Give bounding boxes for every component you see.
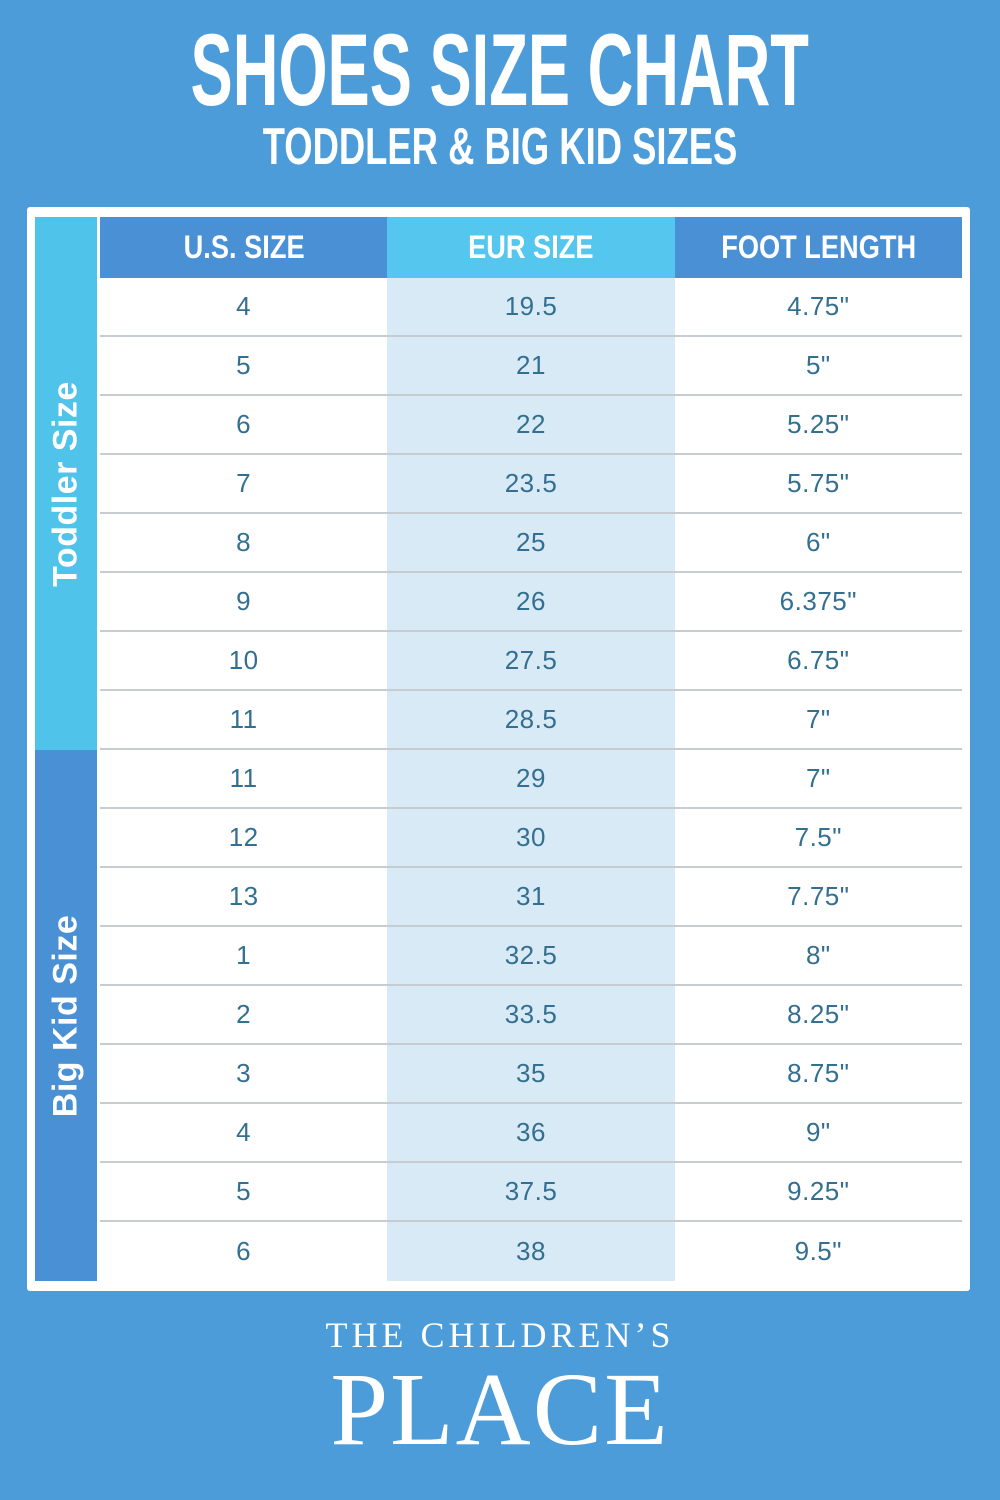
toddler-section-label: Toddler Size — [46, 380, 85, 587]
cell-us: 2 — [100, 986, 387, 1043]
cell-us: 1 — [100, 927, 387, 984]
table-row — [100, 455, 962, 514]
cell-foot: 7" — [675, 691, 962, 748]
cell-eur: 35 — [387, 1045, 674, 1102]
cell-foot: 9" — [675, 1104, 962, 1161]
cell-eur: 25 — [387, 514, 674, 571]
cell-eur: 29 — [387, 750, 674, 807]
section-label-column — [35, 217, 97, 1281]
cell-eur: 19.5 — [387, 278, 674, 335]
cell-foot: 6.75" — [675, 632, 962, 689]
title-block — [0, 0, 1000, 176]
table-row — [100, 1163, 962, 1222]
cell-eur: 26 — [387, 573, 674, 630]
cell-us: 6 — [100, 1222, 387, 1281]
cell-us: 11 — [100, 750, 387, 807]
cell-us: 13 — [100, 868, 387, 925]
brand-logo-top-line: THE CHILDREN’S — [325, 1315, 675, 1355]
column-header-us-size-text: U.S. SIZE — [183, 229, 305, 265]
cell-eur: 38 — [387, 1222, 674, 1281]
table-row — [100, 750, 962, 809]
page-title — [0, 13, 1000, 127]
brand-logo — [0, 1315, 1000, 1467]
cell-eur: 32.5 — [387, 927, 674, 984]
cell-eur: 27.5 — [387, 632, 674, 689]
cell-us: 4 — [100, 278, 387, 335]
cell-foot: 6" — [675, 514, 962, 571]
cell-eur: 31 — [387, 868, 674, 925]
table-row — [100, 573, 962, 632]
cell-foot: 6.375" — [675, 573, 962, 630]
table-row — [100, 632, 962, 691]
cell-eur: 37.5 — [387, 1163, 674, 1220]
cell-us: 3 — [100, 1045, 387, 1102]
cell-foot: 9.25" — [675, 1163, 962, 1220]
cell-foot: 8.25" — [675, 986, 962, 1043]
cell-foot: 5" — [675, 337, 962, 394]
table-row — [100, 927, 962, 986]
cell-foot: 8.75" — [675, 1045, 962, 1102]
cell-us: 5 — [100, 1163, 387, 1220]
page-subtitle-text: TODDLER & BIG KID SIZES — [262, 118, 738, 176]
table-row — [100, 1045, 962, 1104]
size-grid — [100, 217, 962, 1281]
column-header-foot-length-text: FOOT LENGTH — [720, 229, 916, 265]
cell-eur: 30 — [387, 809, 674, 866]
cell-foot: 9.5" — [675, 1222, 962, 1281]
cell-eur: 28.5 — [387, 691, 674, 748]
toddler-section-strip — [35, 217, 97, 750]
big-kid-section-strip — [35, 750, 97, 1281]
table-row — [100, 809, 962, 868]
cell-eur: 22 — [387, 396, 674, 453]
size-table — [27, 207, 970, 1291]
cell-us: 9 — [100, 573, 387, 630]
cell-foot: 7" — [675, 750, 962, 807]
cell-foot: 5.25" — [675, 396, 962, 453]
table-header-row — [100, 217, 962, 278]
table-row — [100, 278, 962, 337]
cell-eur: 23.5 — [387, 455, 674, 512]
table-row — [100, 986, 962, 1045]
table-row — [100, 396, 962, 455]
cell-eur: 36 — [387, 1104, 674, 1161]
cell-us: 12 — [100, 809, 387, 866]
cell-foot: 8" — [675, 927, 962, 984]
cell-eur: 33.5 — [387, 986, 674, 1043]
column-header-eur-size-text: EUR SIZE — [468, 229, 594, 265]
cell-foot: 7.75" — [675, 868, 962, 925]
cell-us: 7 — [100, 455, 387, 512]
cell-us: 6 — [100, 396, 387, 453]
cell-us: 4 — [100, 1104, 387, 1161]
cell-us: 5 — [100, 337, 387, 394]
table-rows — [100, 278, 962, 1281]
cell-us: 10 — [100, 632, 387, 689]
page-subtitle — [0, 118, 1000, 176]
column-header-us-size — [100, 217, 387, 278]
brand-logo-bottom-line: PLACE — [330, 1351, 670, 1467]
column-header-eur-size — [387, 217, 674, 278]
column-header-foot-length — [675, 217, 962, 278]
cell-us: 8 — [100, 514, 387, 571]
cell-foot: 5.75" — [675, 455, 962, 512]
cell-us: 11 — [100, 691, 387, 748]
table-row — [100, 691, 962, 750]
big-kid-section-label: Big Kid Size — [46, 914, 85, 1117]
table-row — [100, 514, 962, 573]
table-row — [100, 868, 962, 927]
table-row — [100, 1104, 962, 1163]
table-row — [100, 1222, 962, 1281]
cell-foot: 4.75" — [675, 278, 962, 335]
page-title-text: SHOES SIZE CHART — [190, 13, 810, 127]
table-row — [100, 337, 962, 396]
cell-foot: 7.5" — [675, 809, 962, 866]
cell-eur: 21 — [387, 337, 674, 394]
